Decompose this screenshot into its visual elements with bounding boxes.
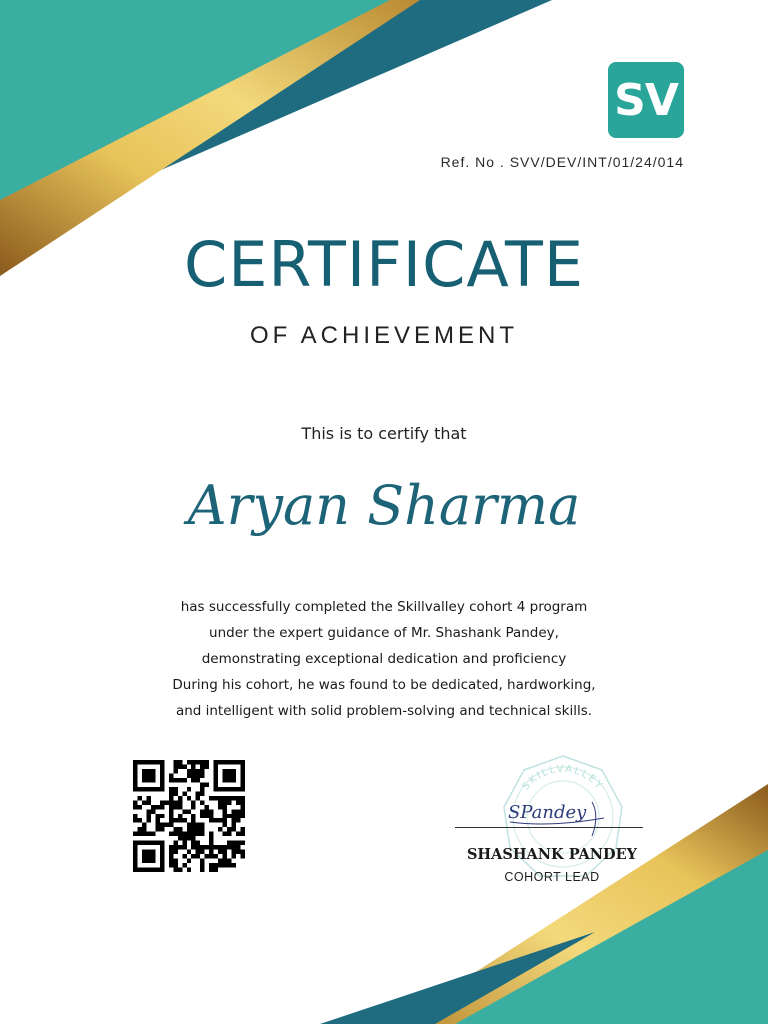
svg-text:SPandey: SPandey [508, 802, 587, 823]
body-line: has successfully completed the Skillvalley cohort 4 program [180, 599, 588, 615]
intro-text: This is to certify that [301, 424, 467, 443]
body-line: demonstrating exceptional dedication and proficiency [201, 651, 567, 667]
skillvalley-logo [608, 62, 684, 138]
achievement-description [110, 594, 658, 724]
qr-code[interactable] [133, 760, 245, 872]
handwritten-signature [500, 782, 620, 842]
body-line: under the expert guidance of Mr. Shashank Pandey, [209, 625, 559, 641]
top-teal-band [0, 0, 390, 200]
reference-number: Ref. No . SVV/DEV/INT/01/24/014 [440, 154, 684, 170]
signer-role: COHORT LEAD [504, 870, 600, 884]
body-line: and intelligent with solid problem-solving and technical skills. [175, 703, 593, 719]
logo-text: SV [614, 74, 678, 126]
svg-text:SKILLVALLEY: SKILLVALLEY [520, 763, 606, 793]
signature-line [455, 827, 643, 828]
recipient-name: Aryan Sharma [187, 474, 581, 537]
certificate-subtitle: OF ACHIEVEMENT [249, 322, 519, 349]
body-line: During his cohort, he was found to be dedicated, hardworking, [172, 677, 596, 693]
signer-name: SHASHANK PANDEY [466, 846, 638, 863]
certificate-title: CERTIFICATE [183, 228, 585, 301]
